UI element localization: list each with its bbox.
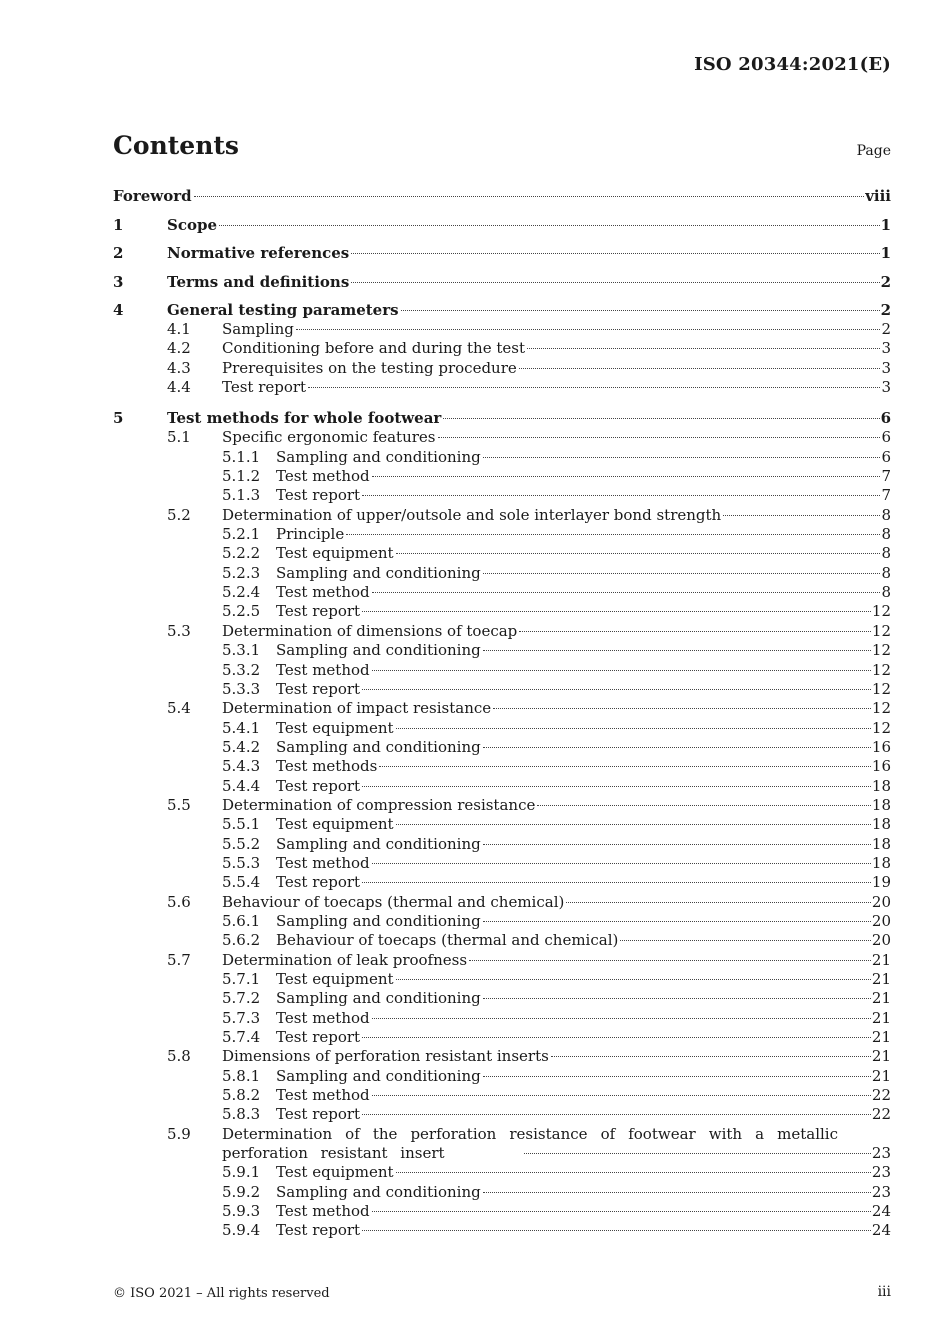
toc-entry[interactable] <box>113 738 891 757</box>
toc-entry-page: 18 <box>871 834 891 853</box>
toc-entry-number: 5.4.2 <box>222 737 261 756</box>
toc-entry-page: 18 <box>871 795 891 814</box>
toc-entry-page: 22 <box>871 1105 891 1124</box>
dot-leader <box>379 766 871 767</box>
toc-entry[interactable] <box>113 467 891 486</box>
toc-entry[interactable] <box>113 1183 891 1202</box>
toc-entry[interactable] <box>113 544 891 563</box>
toc-entry-title: Test method <box>276 1086 370 1105</box>
toc-entry[interactable] <box>113 815 891 834</box>
dot-leader <box>308 387 880 388</box>
toc-entry-number: 5.5.3 <box>222 853 261 872</box>
toc-entry-number: 5.9.4 <box>222 1221 261 1240</box>
toc-entry-number: 5.9.1 <box>222 1163 261 1182</box>
toc-entry-title: Test report <box>276 873 361 892</box>
toc-entry-title: Determination of the perforation resistance of footwear with a metallic perforation resistant insert <box>222 1124 838 1163</box>
toc-entry-number: 5.7 <box>167 950 191 969</box>
table-of-contents <box>113 186 891 1241</box>
toc-entry-title: Test report <box>276 776 361 795</box>
toc-entry-title: Behaviour of toecaps (thermal and chemical) <box>222 892 565 911</box>
toc-entry[interactable] <box>113 931 891 950</box>
dot-leader <box>362 495 880 496</box>
toc-entry-page: 23 <box>871 1144 891 1163</box>
toc-entry[interactable] <box>113 263 891 292</box>
toc-entry-page: 22 <box>871 1086 891 1105</box>
toc-entry-title: Test method <box>276 660 370 679</box>
toc-entry-page: 8 <box>881 563 891 582</box>
copyright-notice: © ISO 2021 – All rights reserved <box>113 1286 330 1301</box>
toc-entry-page: 8 <box>881 544 891 563</box>
toc-entry-title: Test equipment <box>276 718 394 737</box>
toc-entry[interactable] <box>113 1047 891 1066</box>
toc-entry-title: Test report <box>276 679 361 698</box>
toc-entry-number: 5.2 <box>167 505 191 524</box>
dot-leader <box>469 960 871 961</box>
dot-leader <box>194 196 865 197</box>
toc-entry-number: 5.7.1 <box>222 970 261 988</box>
toc-entry-number: 5.5 <box>167 795 191 814</box>
dot-leader <box>566 902 871 903</box>
toc-entry-page: 18 <box>871 815 891 834</box>
toc-entry[interactable] <box>113 1163 891 1182</box>
dot-leader <box>401 310 880 311</box>
dot-leader <box>519 368 881 369</box>
dot-leader <box>372 1211 871 1212</box>
toc-entry-number: 5.5.4 <box>222 873 261 892</box>
toc-entry[interactable] <box>113 602 891 621</box>
toc-entry-number: 5.2.5 <box>222 602 261 621</box>
toc-entry[interactable] <box>113 1067 891 1086</box>
toc-entry[interactable] <box>113 1009 891 1028</box>
toc-entry-title: Terms and definitions <box>167 272 350 291</box>
toc-entry[interactable] <box>113 564 891 583</box>
toc-entry-page: 6 <box>881 447 891 466</box>
toc-entry[interactable] <box>113 525 891 544</box>
toc-entry[interactable] <box>113 1221 891 1240</box>
toc-entry-number: 5.2.4 <box>222 583 261 602</box>
toc-entry-page: 21 <box>871 1066 891 1085</box>
toc-entry-title: Sampling and conditioning <box>276 989 481 1008</box>
document-id: ISO 20344:2021(E) <box>694 54 891 75</box>
toc-entry[interactable] <box>113 951 891 970</box>
dot-leader <box>351 282 879 283</box>
toc-entry[interactable] <box>113 359 891 378</box>
dot-leader <box>483 573 881 574</box>
toc-entry-page: 12 <box>871 699 891 718</box>
dot-leader <box>519 631 871 632</box>
toc-entry[interactable] <box>113 583 891 602</box>
toc-entry-page: viii <box>865 187 891 205</box>
dot-leader <box>296 329 881 330</box>
toc-entry-page: 24 <box>871 1221 891 1240</box>
toc-entry-title: Test report <box>276 1105 361 1124</box>
toc-entry-title: Test equipment <box>276 1163 394 1182</box>
toc-entry-page: 21 <box>871 950 891 969</box>
toc-entry-page: 21 <box>871 1008 891 1027</box>
toc-entry[interactable] <box>113 448 891 467</box>
toc-entry-number: 5.5.2 <box>222 834 261 853</box>
toc-entry-page: 6 <box>881 428 891 447</box>
toc-entry-page: 21 <box>871 1028 891 1047</box>
toc-entry-number: 4 <box>113 301 124 319</box>
toc-entry-page: 18 <box>871 776 891 795</box>
dot-leader <box>362 1230 871 1231</box>
toc-entry-number: 5.9 <box>167 1124 191 1143</box>
toc-entry-number: 5.4.1 <box>222 718 261 737</box>
toc-entry-number: 5.1 <box>167 428 191 447</box>
toc-entry-number: 5.8.3 <box>222 1105 261 1124</box>
toc-entry-number: 5.2.2 <box>222 544 261 563</box>
toc-entry-page: 21 <box>871 989 891 1008</box>
toc-entry-title: Scope <box>167 215 218 234</box>
toc-entry-title: Determination of impact resistance <box>222 699 492 718</box>
toc-entry-title: Determination of compression resistance <box>222 795 536 814</box>
dot-leader <box>372 863 871 864</box>
toc-entry[interactable] <box>113 397 891 428</box>
toc-entry-number: 5.4.4 <box>222 776 261 795</box>
toc-entry[interactable] <box>113 757 891 776</box>
toc-entry[interactable] <box>113 320 891 339</box>
toc-entry-page: 12 <box>871 621 891 640</box>
dot-leader <box>362 882 871 883</box>
dot-leader <box>524 1153 871 1154</box>
toc-entry-title: Test method <box>276 583 370 602</box>
toc-entry[interactable] <box>113 719 891 738</box>
toc-entry[interactable] <box>113 292 891 321</box>
toc-entry-title: Sampling and conditioning <box>276 834 481 853</box>
toc-entry-number: 5.4 <box>167 699 191 718</box>
toc-entry-title: Conditioning before and during the test <box>222 339 525 358</box>
toc-entry[interactable] <box>113 699 891 718</box>
toc-entry-page: 1 <box>880 215 891 234</box>
toc-entry-number: 5.3.3 <box>222 679 261 698</box>
toc-entry-title: Sampling and conditioning <box>276 447 481 466</box>
toc-entry[interactable] <box>113 989 891 1008</box>
toc-entry-title: Sampling and conditioning <box>276 1066 481 1085</box>
toc-entry-number: 4.3 <box>167 358 191 377</box>
toc-entry[interactable] <box>113 854 891 873</box>
dot-leader <box>396 979 871 980</box>
toc-entry[interactable] <box>113 206 891 235</box>
toc-entry-title: Test method <box>276 853 370 872</box>
toc-entry-title: Test equipment <box>276 970 394 988</box>
dot-leader <box>443 418 879 419</box>
page-column-label: Page <box>856 143 891 159</box>
toc-entry-title: Test method <box>276 467 370 486</box>
dot-leader <box>396 728 871 729</box>
toc-entry-page: 23 <box>871 1163 891 1182</box>
toc-entry[interactable] <box>113 777 891 796</box>
toc-entry-number: 5.8.2 <box>222 1086 261 1105</box>
toc-entry-page: 16 <box>871 757 891 776</box>
toc-entry-page: 2 <box>880 272 891 291</box>
toc-entry[interactable] <box>113 661 891 680</box>
toc-entry-number: 5.9.2 <box>222 1182 261 1201</box>
toc-entry-page: 6 <box>880 409 891 428</box>
toc-entry-number: 4.1 <box>167 320 191 338</box>
toc-entry-number: 5.9.3 <box>222 1202 261 1221</box>
toc-entry-title: Sampling and conditioning <box>276 641 481 660</box>
toc-entry-title: Prerequisites on the testing procedure <box>222 358 517 377</box>
dot-leader <box>483 1192 871 1193</box>
toc-entry-page: 3 <box>881 378 891 397</box>
toc-entry-title: Test methods <box>276 757 378 776</box>
toc-entry-number: 5.1.2 <box>222 467 261 486</box>
toc-entry-page: 7 <box>881 486 891 505</box>
toc-entry-number: 5.3.1 <box>222 641 261 660</box>
toc-entry-page: 23 <box>871 1182 891 1201</box>
dot-leader <box>219 225 880 226</box>
toc-entry-title: Sampling and conditioning <box>276 1182 481 1201</box>
toc-entry-number: 5.3.2 <box>222 660 261 679</box>
dot-leader <box>527 348 880 349</box>
dot-leader <box>372 1018 871 1019</box>
toc-entry[interactable] <box>113 622 891 641</box>
toc-entry-title: Sampling and conditioning <box>276 911 481 930</box>
toc-entry-title: Test report <box>276 1221 361 1240</box>
toc-entry-number: 5.7.3 <box>222 1008 261 1027</box>
dot-leader <box>396 824 871 825</box>
dot-leader <box>483 844 871 845</box>
contents-heading: Contents <box>113 131 240 160</box>
toc-entry-page: 12 <box>871 660 891 679</box>
toc-entry-number: 5.1.3 <box>222 486 261 505</box>
dot-leader <box>483 747 871 748</box>
toc-entry-page: 12 <box>871 641 891 660</box>
toc-entry-number: 5.6.2 <box>222 931 261 950</box>
toc-entry-page: 8 <box>881 505 891 524</box>
toc-entry-number: 5.7.4 <box>222 1028 261 1047</box>
toc-entry[interactable] <box>113 235 891 264</box>
toc-entry[interactable] <box>113 486 891 505</box>
dot-leader <box>362 786 871 787</box>
toc-entry-page: 2 <box>880 301 891 319</box>
dot-leader <box>346 534 880 535</box>
toc-entry-page: 2 <box>881 320 891 338</box>
toc-entry-number: 5.2.3 <box>222 563 261 582</box>
toc-entry-page: 8 <box>881 583 891 602</box>
toc-entry-title: Specific ergonomic features <box>222 428 436 447</box>
toc-entry-page: 18 <box>871 853 891 872</box>
dot-leader <box>483 1076 871 1077</box>
toc-entry[interactable] <box>113 1105 891 1124</box>
dot-leader <box>396 1172 871 1173</box>
toc-entry-title: Test method <box>276 1008 370 1027</box>
toc-entry-number: 1 <box>113 215 124 234</box>
toc-entry-title: Dimensions of perforation resistant inserts <box>222 1047 549 1066</box>
toc-entry-page: 12 <box>871 679 891 698</box>
dot-leader <box>493 708 871 709</box>
toc-entry-title: Test report <box>222 378 307 397</box>
toc-entry-number: 5.3 <box>167 621 191 640</box>
dot-leader <box>372 476 881 477</box>
toc-entry-page: 3 <box>881 358 891 377</box>
toc-entry-number: 5.8.1 <box>222 1066 261 1085</box>
toc-entry-title: Test report <box>276 1028 361 1047</box>
dot-leader <box>362 689 871 690</box>
dot-leader <box>483 457 881 458</box>
toc-entry-number: 5.4.3 <box>222 757 261 776</box>
dot-leader <box>438 437 881 438</box>
toc-entry-number: 5.2.1 <box>222 525 261 544</box>
toc-entry-number: 3 <box>113 272 124 291</box>
toc-entry-number: 5.6.1 <box>222 911 261 930</box>
toc-entry-page: 21 <box>871 970 891 988</box>
toc-entry[interactable] <box>113 873 891 892</box>
toc-entry-number: 2 <box>113 244 124 262</box>
dot-leader <box>362 1037 871 1038</box>
toc-entry-title: Determination of upper/outsole and sole interlayer bond strength <box>222 505 722 524</box>
toc-entry-page: 19 <box>871 873 891 892</box>
toc-entry[interactable] <box>113 970 891 989</box>
toc-entry-page: 20 <box>871 931 891 950</box>
dot-leader <box>537 805 871 806</box>
toc-entry-title: Normative references <box>167 244 350 262</box>
toc-entry[interactable] <box>113 1125 891 1164</box>
toc-entry[interactable] <box>113 835 891 854</box>
dot-leader <box>372 1095 871 1096</box>
dot-leader <box>483 998 871 999</box>
dot-leader <box>362 1114 871 1115</box>
page-number: iii <box>877 1284 891 1300</box>
dot-leader <box>372 592 881 593</box>
toc-entry[interactable] <box>113 428 891 447</box>
toc-entry[interactable] <box>113 796 891 815</box>
toc-entry-number: 5.7.2 <box>222 989 261 1008</box>
toc-entry-title: Sampling <box>222 320 294 338</box>
toc-entry-page: 12 <box>871 602 891 621</box>
dot-leader <box>620 940 871 941</box>
toc-entry-title: General testing parameters <box>167 301 399 319</box>
dot-leader <box>483 921 871 922</box>
dot-leader <box>723 515 880 516</box>
toc-entry-title: Test report <box>276 486 361 505</box>
toc-entry[interactable] <box>113 186 891 206</box>
toc-entry-title: Behaviour of toecaps (thermal and chemical) <box>276 931 619 950</box>
toc-entry-title: Test report <box>276 602 361 621</box>
toc-entry-number: 5 <box>113 409 124 428</box>
toc-entry[interactable] <box>113 1086 891 1105</box>
toc-entry[interactable] <box>113 339 891 358</box>
dot-leader <box>351 253 879 254</box>
toc-entry-number: 4.2 <box>167 339 191 358</box>
dot-leader <box>372 670 871 671</box>
toc-entry-title: Test methods for whole footwear <box>167 409 442 428</box>
toc-entry[interactable] <box>113 506 891 525</box>
toc-entry-title: Sampling and conditioning <box>276 563 481 582</box>
dot-leader <box>362 611 871 612</box>
toc-entry-title: Determination of leak proofness <box>222 950 468 969</box>
toc-entry-title: Test equipment <box>276 544 394 563</box>
dot-leader <box>551 1056 871 1057</box>
toc-entry[interactable] <box>113 378 891 397</box>
toc-entry-page: 3 <box>881 339 891 358</box>
toc-entry-page: 7 <box>881 467 891 486</box>
dot-leader <box>483 650 871 651</box>
toc-entry-title: Principle <box>276 525 345 544</box>
toc-entry-number: 5.8 <box>167 1047 191 1066</box>
toc-entry-page: 20 <box>871 911 891 930</box>
toc-entry-number: 5.5.1 <box>222 815 261 834</box>
toc-entry[interactable] <box>113 680 891 699</box>
toc-entry-number: 5.1.1 <box>222 447 261 466</box>
toc-entry-number: 4.4 <box>167 378 191 397</box>
toc-entry-page: 20 <box>871 892 891 911</box>
toc-entry[interactable] <box>113 1028 891 1047</box>
toc-entry[interactable] <box>113 912 891 931</box>
toc-entry[interactable] <box>113 1202 891 1221</box>
toc-entry-title: Test method <box>276 1202 370 1221</box>
toc-entry-page: 1 <box>880 244 891 262</box>
toc-entry-page: 16 <box>871 737 891 756</box>
toc-entry-title: Foreword <box>113 187 192 205</box>
toc-entry-page: 8 <box>881 525 891 544</box>
toc-entry-number: 5.6 <box>167 892 191 911</box>
dot-leader <box>396 553 881 554</box>
toc-entry-page: 24 <box>871 1202 891 1221</box>
toc-entry-title: Determination of dimensions of toecap <box>222 621 518 640</box>
toc-entry-title: Sampling and conditioning <box>276 737 481 756</box>
toc-entry-page: 21 <box>871 1047 891 1066</box>
toc-entry[interactable] <box>113 641 891 660</box>
toc-entry-page: 12 <box>871 718 891 737</box>
toc-entry-title: Test equipment <box>276 815 394 834</box>
toc-entry[interactable] <box>113 893 891 912</box>
